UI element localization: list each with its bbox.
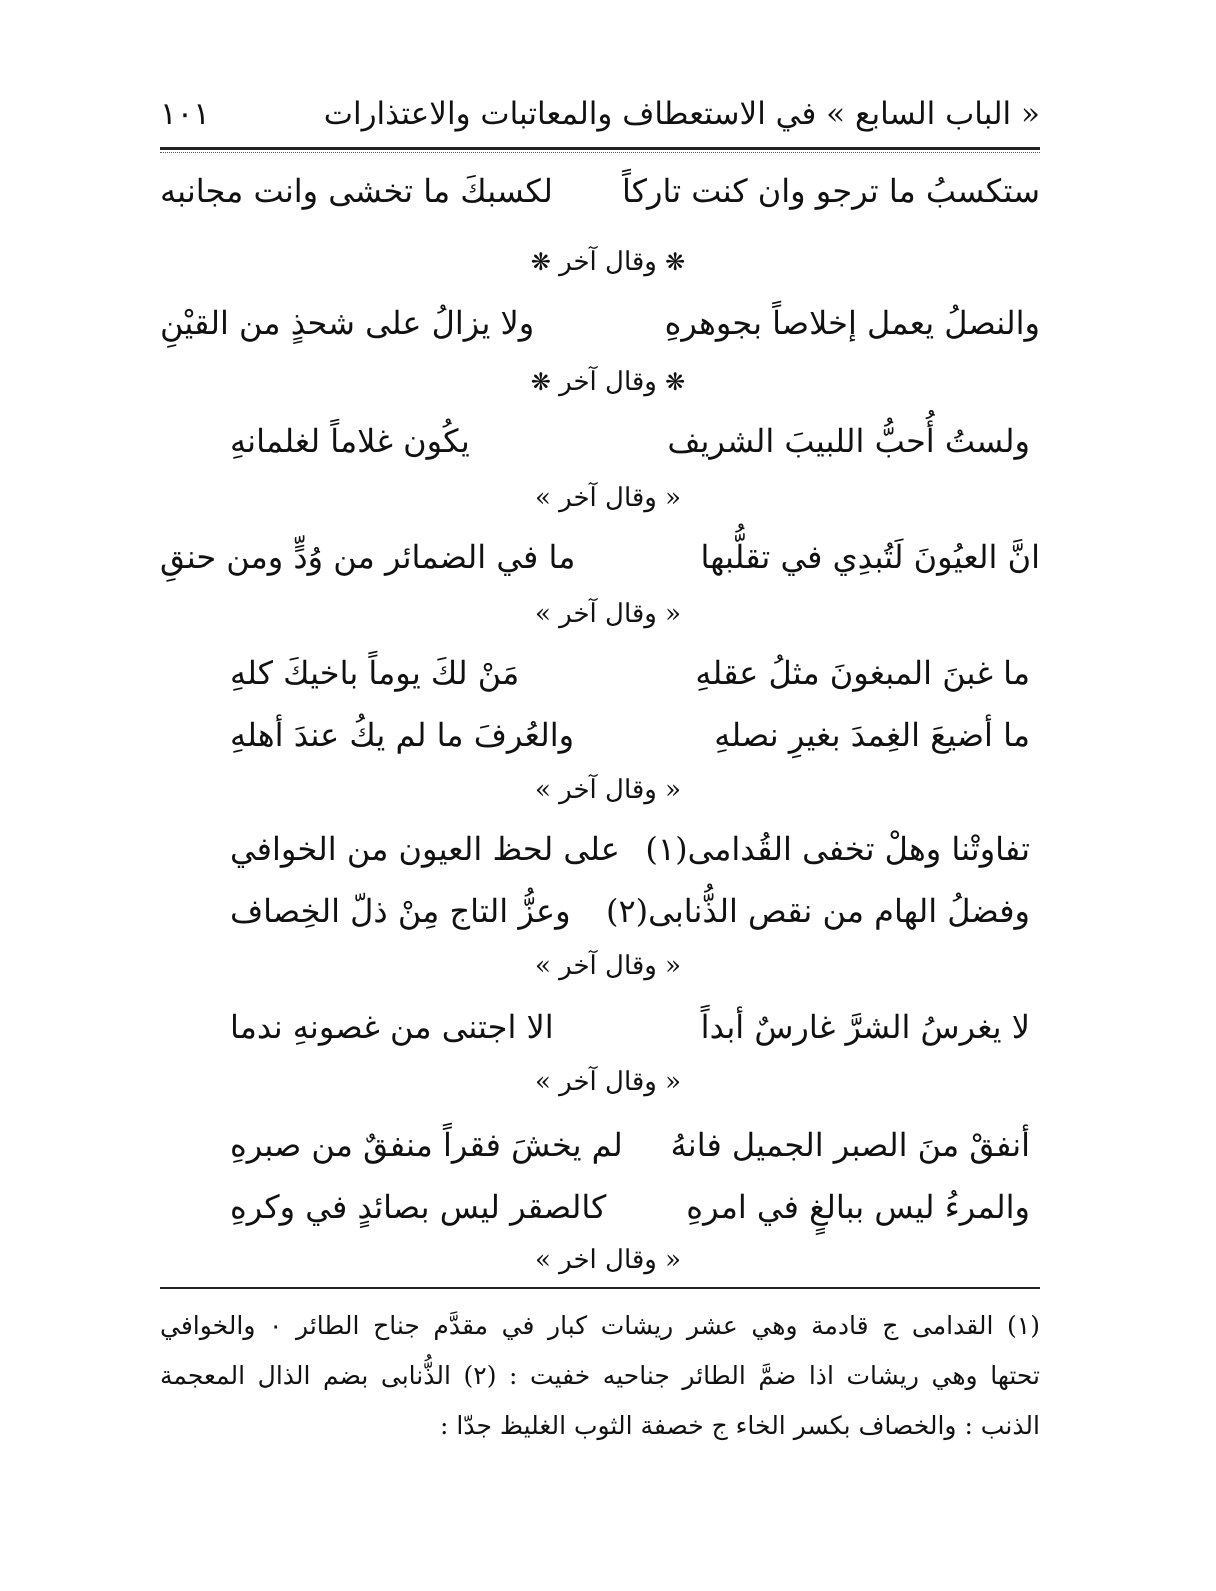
section-heading-text: « وقال آخر »: [534, 1067, 682, 1097]
verse-line: [230, 416, 1030, 466]
section-heading-text: « وقال آخر »: [534, 775, 682, 805]
verse-second-hemistich: والعُرفَ ما لم يكُ عندَ أهلهِ: [230, 716, 575, 754]
verse-second-hemistich: على لحظ العيون من الخوافي: [230, 830, 620, 868]
chapter-title: « الباب السابع » في الاستعطاف والمعاتبات والاعتذارات: [323, 96, 1040, 132]
section-heading: [408, 770, 808, 810]
verse-line: [230, 1182, 1030, 1232]
footnote-line: تحتها وهي ريشات اذا ضمَّ الطائر جناحيه خفيت : (٢) الذُّنابى بضم الذال المعجمة: [160, 1361, 1040, 1390]
verse-second-hemistich: ولا يزالُ على شحذٍ من القيْنِ: [160, 304, 535, 342]
verse-first-hemistich: ما غبنَ المبغونَ مثلُ عقلهِ: [695, 654, 1030, 692]
verse-first-hemistich: لا يغرسُ الشرَّ غارسٌ أبداً: [700, 1008, 1030, 1046]
verse-first-hemistich: ما أضيعَ الغِمدَ بغيرِ نصلهِ: [714, 716, 1030, 754]
verse-first-hemistich: تفاوتْنا وهلْ تخفى القُدامى(١): [645, 830, 1030, 868]
verse-line: [230, 886, 1030, 936]
verse-second-hemistich: وعزُّ التاج مِنْ ذلّ الخِصاف: [230, 892, 571, 930]
section-heading-text: « وقال آخر »: [534, 951, 682, 981]
header-rule: [160, 147, 1040, 150]
star-ornament-icon: ❋: [665, 368, 686, 396]
section-heading: [408, 1240, 808, 1280]
star-ornament-icon: ❋: [530, 368, 551, 396]
verse-line: [160, 298, 1040, 348]
verse-second-hemistich: الا اجتنى من غصونهِ ندما: [230, 1008, 554, 1046]
section-heading: [408, 946, 808, 986]
section-heading-text: وقال آخر: [559, 247, 657, 277]
verse-first-hemistich: ستكسبُ ما ترجو وان كنت تاركاً: [622, 172, 1040, 210]
verse-line: [160, 166, 1040, 216]
section-heading-text: « وقال آخر »: [534, 483, 682, 513]
verse-line: [230, 710, 1030, 760]
running-header: [160, 88, 1040, 140]
verse-line: [230, 824, 1030, 874]
verse-second-hemistich: يكُون غلاماً لغلمانهِ: [230, 422, 470, 460]
star-ornament-icon: ❋: [665, 248, 686, 276]
footnote-line: الذنب : والخصاف بكسر الخاء ج خصفة الثوب الغليظ جدّا :: [440, 1411, 1040, 1440]
page-number: ١٠١: [160, 96, 210, 132]
section-heading: [408, 242, 808, 282]
section-heading: [408, 478, 808, 518]
verse-second-hemistich: مَنْ لكَ يوماً باخيكَ كلهِ: [230, 654, 520, 692]
verse-line: [230, 1002, 1030, 1052]
verse-second-hemistich: لم يخشَ فقراً منفقٌ من صبرهِ: [230, 1126, 623, 1164]
footnote-line: (١) القدامى ج قادمة وهي عشر ريشات كبار في مقدَّم جناح الطائر ٠ والخوافي: [160, 1311, 1040, 1340]
verse-line: [160, 532, 1040, 582]
verse-first-hemistich: والنصلُ يعمل إخلاصاً بجوهرهِ: [664, 304, 1040, 342]
verse-line: [230, 648, 1030, 698]
section-heading-text: وقال آخر: [559, 367, 657, 397]
section-heading: [408, 362, 808, 402]
verse-first-hemistich: وفضلُ الهام من نقص الذُّنابى(٢): [606, 892, 1030, 930]
section-heading: [408, 594, 808, 634]
section-heading: [408, 1062, 808, 1102]
verse-first-hemistich: ولستُ أُحبُّ اللبيبَ الشريف: [667, 422, 1030, 460]
section-heading-text: « وقال اخر »: [534, 1245, 682, 1275]
verse-second-hemistich: ما في الضمائر من وُدٍّ ومن حنقِ: [160, 538, 576, 576]
section-heading-text: « وقال آخر »: [534, 599, 682, 629]
verse-first-hemistich: أنفقْ منَ الصبر الجميل فانهُ: [670, 1126, 1030, 1164]
verse-line: [230, 1120, 1030, 1170]
star-ornament-icon: ❋: [530, 248, 551, 276]
verse-second-hemistich: كالصقر ليس بصائدٍ في وكرهِ: [230, 1188, 607, 1226]
verse-first-hemistich: والمرءُ ليس ببالغٍ في امرهِ: [686, 1188, 1030, 1226]
header-rule-dotted: [160, 152, 1040, 153]
verse-first-hemistich: انَّ العيُونَ لَتُبدِي في تقلُّبها: [700, 538, 1040, 576]
verse-second-hemistich: لكسبكَ ما تخشى وانت مجانبه: [160, 172, 553, 210]
